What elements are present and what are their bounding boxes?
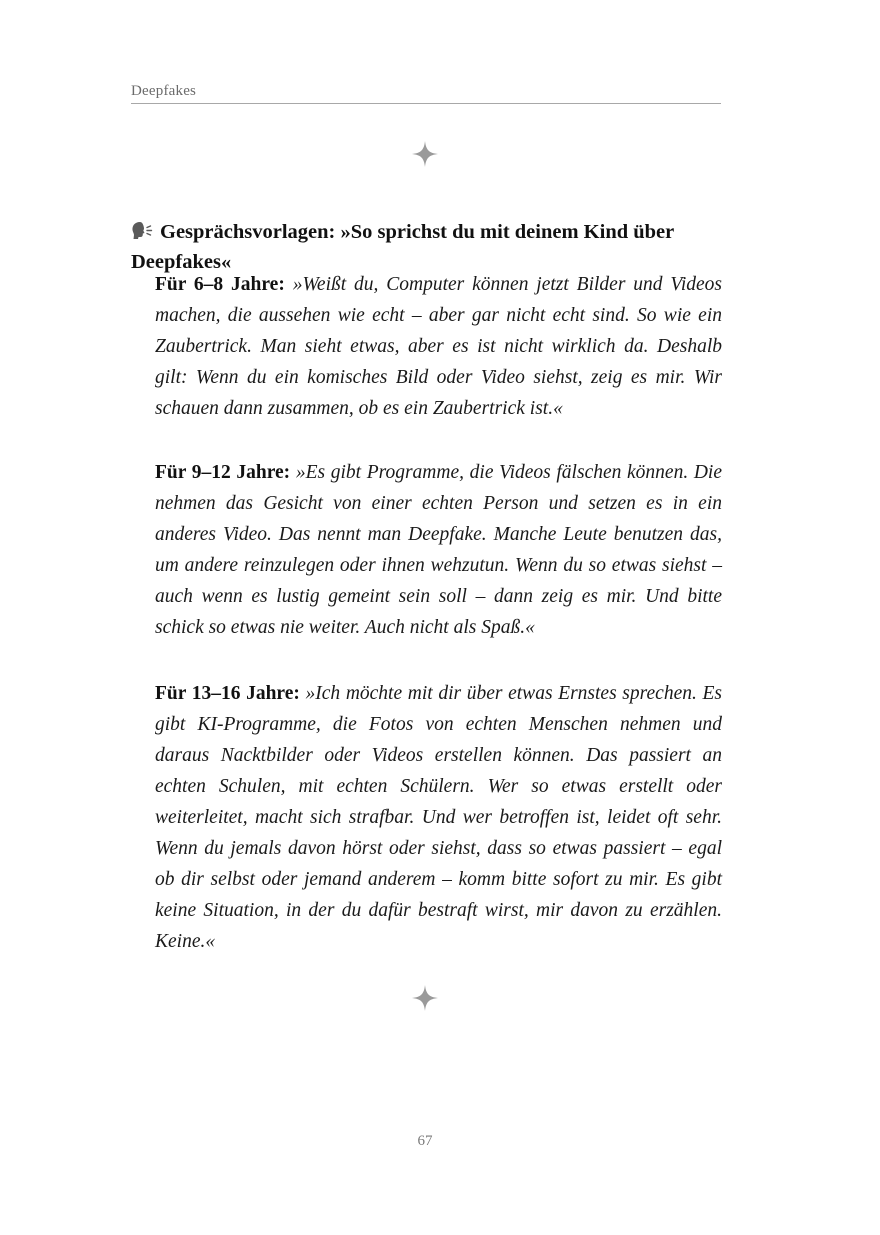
- four-point-star-icon: [411, 984, 439, 1012]
- age-label: Für 6–8 Jahre:: [155, 274, 285, 295]
- page-number: 67: [417, 1133, 433, 1149]
- age-entry-9-12: [155, 457, 722, 643]
- conversation-quote: »Ich möchte mit dir über etwas Ernstes sprechen. Es gibt KI-Programme, die Fotos von echten Menschen nehmen und daraus Nacktbilder oder Videos erstellen können. Das passiert an echten Schulen, mit echten Schülern. Wer so etwas erstellt oder weiterleitet, macht sich strafbar. Und wer betroffen ist, leidet oft sehr. Wenn du jemals davon hörst oder siehst, dass so etwas passiert – egal ob dir selbst oder jemand anderem – komm bitte sofort zu mir. Es gibt keine Situation, in der du dafür bestraft wirst, mir davon zu erzählen. Keine.«: [155, 683, 722, 952]
- speaking-head-icon: [131, 220, 157, 240]
- section-heading-text: Gesprächsvorlagen: »So sprichst du mit deinem Kind über Deepfakes«: [131, 221, 674, 273]
- running-head: Deepfakes: [131, 83, 721, 104]
- age-entry-13-16: [155, 678, 722, 957]
- conversation-quote: »Weißt du, Computer können jetzt Bilder und Videos machen, die aussehen wie echt – aber gar nicht echt sind. So wie ein Zaubertrick. Man sieht etwas, aber es ist nicht wirklich da. Deshalb gilt: Wenn du ein komisches Bild oder Video siehst, zeig es mir. Wir schauen dann zusammen, ob es ein Zaubertrick ist.«: [155, 274, 723, 419]
- age-entry-6-8: [155, 269, 722, 424]
- age-label: Für 9–12 Jahre:: [155, 462, 291, 483]
- section-heading: [131, 217, 723, 277]
- four-point-star-icon: [411, 140, 439, 168]
- age-label: Für 13–16 Jahre:: [155, 683, 300, 704]
- conversation-quote: »Es gibt Programme, die Videos fälschen können. Die nehmen das Gesicht von einer echten Person und setzen es in ein anderes Video. Das nennt man Deepfake. Manche Leute benutzen das, um andere reinzulegen oder ihnen wehzutun. Wenn du so etwas siehst – auch wenn es lustig gemeint sein soll – dann zeig es mir. Und bitte schick so etwas nie weiter. Auch nicht als Spaß.«: [155, 462, 723, 638]
